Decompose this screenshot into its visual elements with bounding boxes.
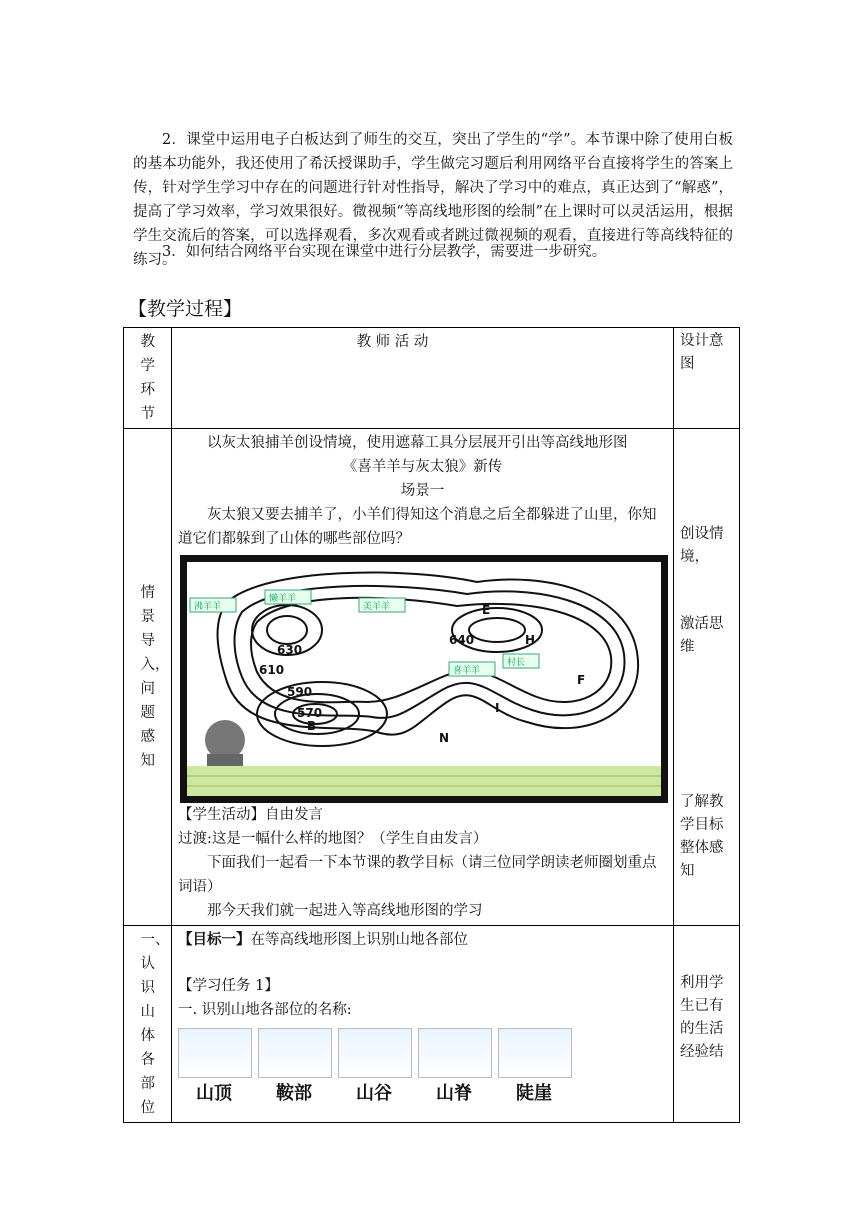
enter-study-line: 那今天我们就一起进入等高线地形图的学习 [207,903,483,919]
goal-text: 在等高线地形图上识别山地各部位 [250,932,468,948]
contour-label: 570 [297,706,323,720]
goal-one-line [178,928,667,952]
mountain-part: 陡崖 [498,1028,570,1106]
intent-life-experience: 利用学生已有的生活经验结 [680,975,724,1060]
mountain-valley-icon [338,1028,412,1078]
point-label: F [577,673,586,687]
paragraph-text: 3．如何结合网络平台实现在课堂中进行分层教学，需要进一步研究。 [162,244,607,260]
scene-line-2: 《喜羊羊与灰太狼》新传 [342,459,503,475]
sheep-label: 美羊羊 [363,602,391,612]
point-label: B [307,719,317,733]
point-label: N [439,731,450,745]
header-step: 教学环节 [140,334,155,422]
table-header-row [124,328,740,429]
teaching-process-table [123,327,740,1123]
point-label: I [495,701,500,715]
reflection-paragraph-3 [133,240,733,264]
point-label: E [482,603,491,617]
step-recognize-mountain: 一、认识山体各部位 [140,932,170,1116]
contour-label: 610 [259,663,285,677]
paragraph-text: 2．课堂中运用电子白板达到了师生的交互，突出了学生的“学”。本节课中除了使用白板的基本功能外，我还使用了希沃授课助手，学生做完习题后利用网络平台直接将学生的答案上传，针对学生学习中存在的问题进行针对性指导，解决了学习中的难点，真正达到了“解惑”，提高了学习效率，学习效果很好。微视频“等高线地形图的绘制”在上课时可以灵活运用，根据学生交流后的答案，可以选择观看，多次观看或者跳过微视频的观看，直接进行等高线特征的练习。 [133,132,733,268]
student-activity: 【学生活动】自由发言 [178,807,323,823]
mountain-ridge-icon [418,1028,492,1078]
table-row-goal-one [124,926,740,1123]
mountain-part: 山顶 [178,1028,250,1106]
point-label: H [525,633,536,647]
transition-line: 过渡:这是一幅什么样的地图？（学生自由发言） [178,831,488,847]
mountain-peak-icon [178,1028,252,1078]
scene-line-4: 灰太狼又要去捕羊了，小羊们得知这个消息之后全都躲进了山里，你知道它们都躲到了山体的哪些部位吗？ [178,507,657,547]
mountain-saddle-icon [258,1028,332,1078]
contour-map [187,562,661,796]
grass-ground [187,766,661,796]
mountain-cliff-icon [498,1028,572,1078]
mountain-part: 鞍部 [258,1028,330,1106]
header-teacher: 教 师 活 动 [356,334,429,350]
contour-map-image [180,555,668,803]
contour-label: 630 [277,643,303,657]
mountain-part: 山脊 [418,1028,490,1106]
intent-activate-thinking: 激活思维 [680,616,724,655]
mountain-parts-images [178,1028,667,1106]
contour-label: 640 [449,633,475,647]
sheep-label: 懒羊羊 [269,594,297,604]
task-item: 一. 识别山地各部位的名称: [178,1002,352,1018]
sheep-label: 沸羊羊 [194,602,222,612]
sheep-label: 村长 [507,658,526,668]
goal-intro-line: 下面我们一起看一下本节课的教学目标（请三位同学朗读老师圈划重点词语） [178,855,657,895]
goal-tag: 【目标一】 [178,932,251,948]
header-intent: 设计意图 [680,333,724,372]
table-row-scene [124,429,740,926]
step-scene-intro: 情景导入，问题感知 [140,585,170,769]
learning-task: 【学习任务 1】 [178,978,279,994]
contour-label: 590 [287,685,313,699]
section-title: 【教学过程】 [128,298,243,320]
sheep-label: 喜羊羊 [453,666,481,676]
mountain-part: 山谷 [338,1028,410,1106]
intent-create-scene: 创设情境， [680,526,724,565]
scene-line-1: 以灰太狼捕羊创设情境，使用遮幕工具分层展开引出等高线地形图 [207,435,628,451]
scene-line-3: 场景一 [400,483,445,499]
intent-understand-goals: 了解教学目标整体感知 [680,794,724,879]
